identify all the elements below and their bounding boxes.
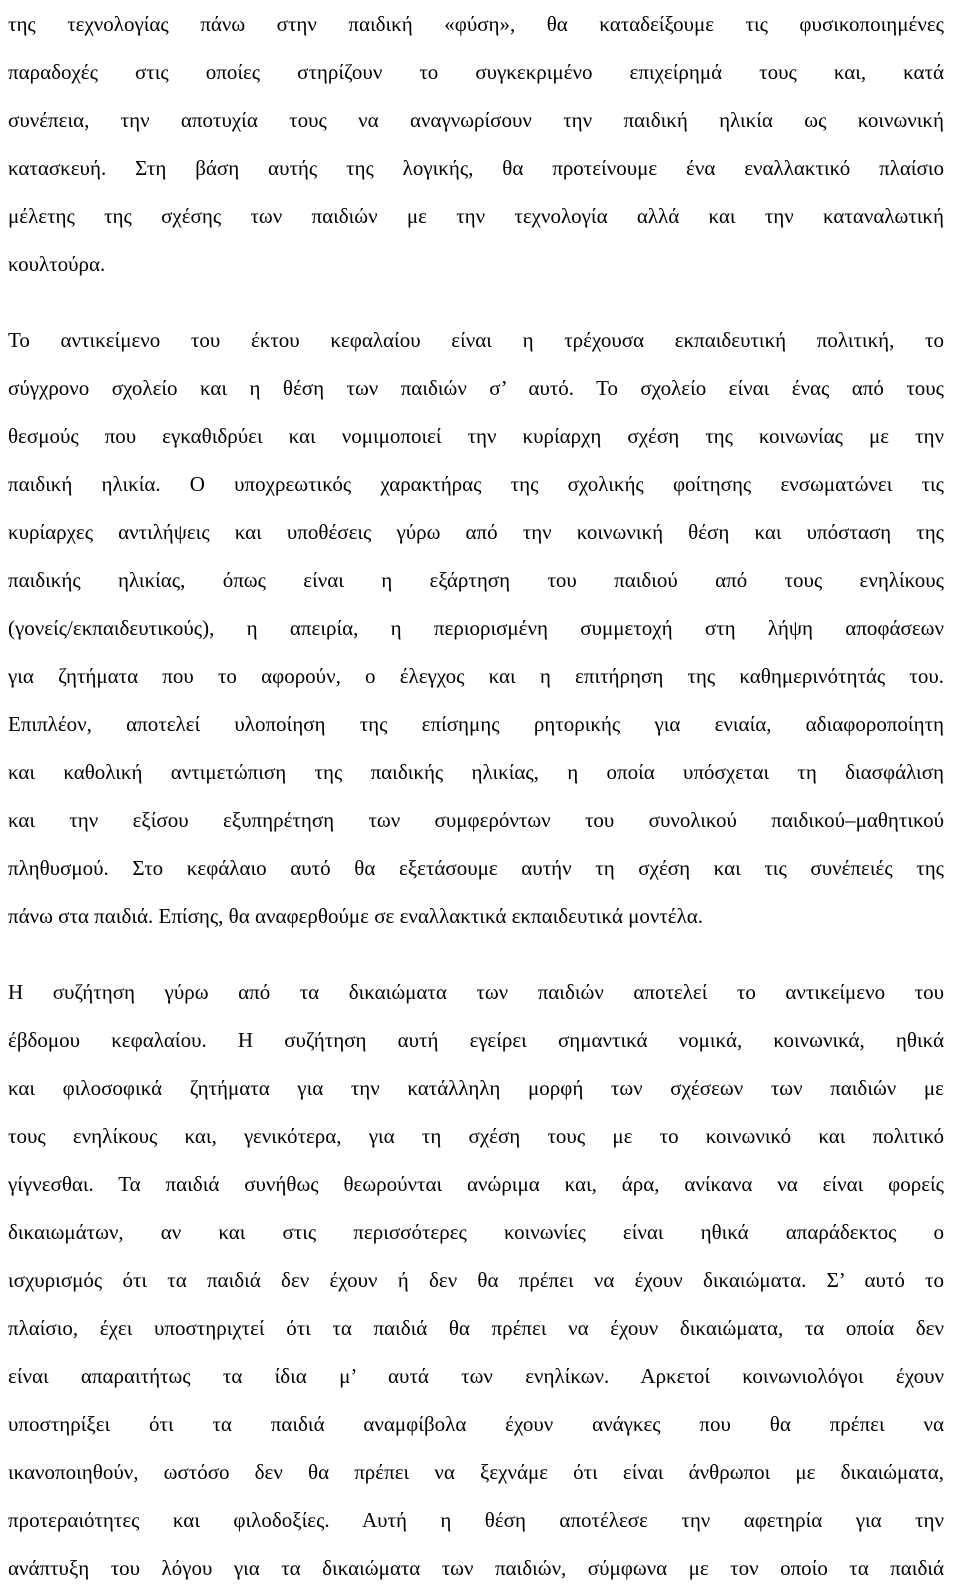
text-line: Το αντικείμενο του έκτου κεφαλαίου είναι η τρέχουσα εκπαιδευτική πολιτική, το [8, 328, 944, 352]
text-line: προτεραιότητες και φιλοδοξίες. Αυτή η θέση αποτέλεσε την αφετηρία για την [8, 1508, 944, 1532]
text-line: πληθυσμού. Στο κεφάλαιο αυτό θα εξετάσουμε αυτήν τη σχέση και τις συνέπειές της [8, 856, 944, 880]
text-line: Η συζήτηση γύρω από τα δικαιώματα των παιδιών αποτελεί το αντικείμενο του [8, 980, 944, 1004]
text-line: θεσμούς που εγκαθιδρύει και νομιμοποιεί την κυρίαρχη σχέση της κοινωνίας με την [8, 424, 944, 448]
text-line: ανάπτυξη του λόγου για τα δικαιώματα των παιδιών, σύμφωνα με τον οποίο τα παιδιά [8, 1556, 944, 1580]
text-line: ικανοποιηθούν, ωστόσο δεν θα πρέπει να ξεχνάμε ότι είναι άνθρωποι με δικαιώματα, [8, 1460, 944, 1484]
text-line: είναι απαραιτήτως τα ίδια μ’ αυτά των ενηλίκων. Αρκετοί κοινωνιολόγοι έχουν [8, 1364, 944, 1388]
text-line: της τεχνολογίας πάνω στην παιδική «φύση», θα καταδείξουμε τις φυσικοποιημένες [8, 12, 944, 36]
text-line: υποστηρίξει ότι τα παιδιά αναμφίβολα έχουν ανάγκες που θα πρέπει να [8, 1412, 944, 1436]
text-line: μέλετης της σχέσης των παιδιών με την τεχνολογία αλλά και την καταναλωτική [8, 204, 944, 228]
text-line: πλαίσιο, έχει υποστηριχτεί ότι τα παιδιά θα πρέπει να έχουν δικαιώματα, τα οποία δεν [8, 1316, 944, 1340]
text-line: κυρίαρχες αντιλήψεις και υποθέσεις γύρω από την κοινωνική θέση και υπόσταση της [8, 520, 944, 544]
text-line: πάνω στα παιδιά. Επίσης, θα αναφερθούμε σε εναλλακτικά εκπαιδευτικά μοντέλα. [8, 904, 704, 928]
text-line: συνέπεια, την αποτυχία τους να αναγνωρίσουν την παιδική ηλικία ως κοινωνική [8, 108, 944, 132]
text-line: και την εξίσου εξυπηρέτηση των συμφερόντων του συνολικού παιδικού–μαθητικού [8, 808, 944, 832]
text-line: κουλτούρα. [8, 252, 106, 276]
text-line: ισχυρισμός ότι τα παιδιά δεν έχουν ή δεν θα πρέπει να έχουν δικαιώματα. Σ’ αυτό το [8, 1268, 944, 1292]
text-line: Επιπλέον, αποτελεί υλοποίηση της επίσημης ρητορικής για ενιαία, αδιαφοροποίητη [8, 712, 944, 736]
text-line: γίγνεσθαι. Τα παιδιά συνήθως θεωρούνται ανώριμα και, άρα, ανίκανα να είναι φορείς [8, 1172, 944, 1196]
text-line: και φιλοσοφικά ζητήματα για την κατάλληλη μορφή των σχέσεων των παιδιών με [8, 1076, 944, 1100]
text-line: έβδομου κεφαλαίου. Η συζήτηση αυτή εγείρει σημαντικά νομικά, κοινωνικά, ηθικά [8, 1028, 944, 1052]
text-line: και καθολική αντιμετώπιση της παιδικής ηλικίας, η οποία υπόσχεται τη διασφάλιση [8, 760, 944, 784]
text-line: παραδοχές στις οποίες στηρίζουν το συγκεκριμένο επιχείρημά τους και, κατά [8, 60, 944, 84]
text-line: παιδική ηλικία. Ο υποχρεωτικός χαρακτήρας της σχολικής φοίτησης ενσωματώνει τις [8, 472, 944, 496]
text-line: για ζητήματα που το αφορούν, ο έλεγχος και η επιτήρηση της καθημερινότητάς του. [8, 664, 944, 688]
text-line: παιδικής ηλικίας, όπως είναι η εξάρτηση του παιδιού από τους ενηλίκους [8, 568, 944, 592]
text-line: σύγχρονο σχολείο και η θέση των παιδιών σ’ αυτό. Το σχολείο είναι ένας από τους [8, 376, 944, 400]
text-line: (γονείς/εκπαιδευτικούς), η απειρία, η περιορισμένη συμμετοχή στη λήψη αποφάσεων [8, 616, 944, 640]
text-line: κατασκευή. Στη βάση αυτής της λογικής, θα προτείνουμε ένα εναλλακτικό πλαίσιο [8, 156, 944, 180]
text-line: δικαιωμάτων, αν και στις περισσότερες κοινωνίες είναι ηθικά απαράδεκτος ο [8, 1220, 944, 1244]
text-line: τους ενηλίκους και, γενικότερα, για τη σχέση τους με το κοινωνικό και πολιτικό [8, 1124, 944, 1148]
